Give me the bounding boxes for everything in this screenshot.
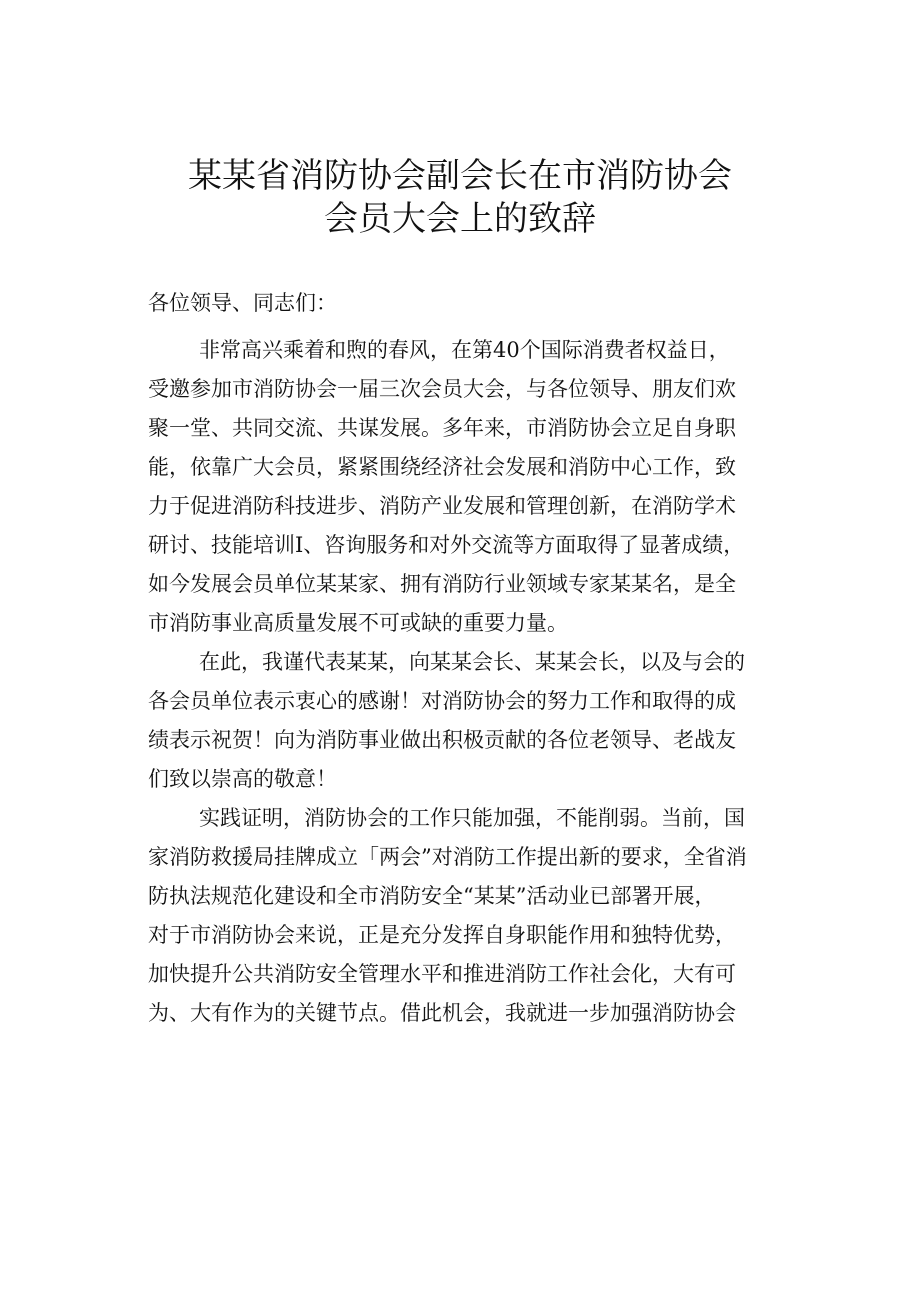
paragraph-line: 如今发展会员单位某某家、拥有消防行业领域专家某某名，是全 (148, 572, 736, 596)
paragraph-line: 研讨、技能培训I、咨询服务和对外交流等方面取得了显著成绩， (148, 533, 745, 557)
paragraph-line: 能，依靠广大会员，紧紧围绕经济社会发展和消防中心工作，致 (148, 455, 736, 479)
paragraph-3 (148, 799, 808, 1033)
salutation: 各位领导、同志们： (148, 291, 337, 315)
paragraph-2 (148, 643, 808, 799)
document-body (148, 284, 808, 1033)
paragraph-line: 们致以崇高的敬意！ (148, 767, 337, 791)
paragraph-line: 市消防事业高质量发展不可或缺的重要力量。 (148, 611, 568, 635)
paragraph-line: 家消防救援局挂牌成立「两会”对消防工作提出新的要求，全省消 (148, 845, 747, 869)
paragraph-line: 实践证明，消防协会的工作只能加强，不能削弱。当前，国 (199, 806, 745, 830)
paragraph-line: 对于市消防协会来说，正是充分发挥自身职能作用和独特优势， (148, 923, 736, 947)
paragraph-line: 为、大有作为的关键节点。借此机会，我就进一步加强消防协会 (148, 1001, 736, 1025)
paragraph-line: 聚一堂、共同交流、共谋发展。多年来，市消防协会立足自身职 (148, 416, 736, 440)
paragraph-1 (148, 331, 808, 643)
paragraph-line: 非常高兴乘着和煦的春风，在第40个国际消费者权益日， (199, 338, 730, 362)
document-title-line-2: 会员大会上的致辞 (324, 199, 596, 239)
paragraph-line: 绩表示祝贺！向为消防事业做出积极贡献的各位老领导、老战友 (148, 728, 736, 752)
paragraph-line: 力于促进消防科技进步、消防产业发展和管理创新，在消防学术 (148, 494, 736, 518)
paragraph-line: 各会员单位表示衷心的感谢！对消防协会的努力工作和取得的成 (148, 689, 736, 713)
document-title-line-1: 某某省消防协会副会长在市消防协会 (188, 156, 732, 196)
paragraph-line: 加快提升公共消防安全管理水平和推进消防工作社会化，大有可 (148, 962, 736, 986)
paragraph-line: 防执法规范化建设和全市消防安全“某某”活动业已部署开展， (148, 884, 716, 908)
paragraph-line: 受邀参加市消防协会一届三次会员大会，与各位领导、朋友们欢 (148, 377, 736, 401)
paragraph-line: 在此，我谨代表某某，向某某会长、某某会长，以及与会的 (199, 650, 745, 674)
